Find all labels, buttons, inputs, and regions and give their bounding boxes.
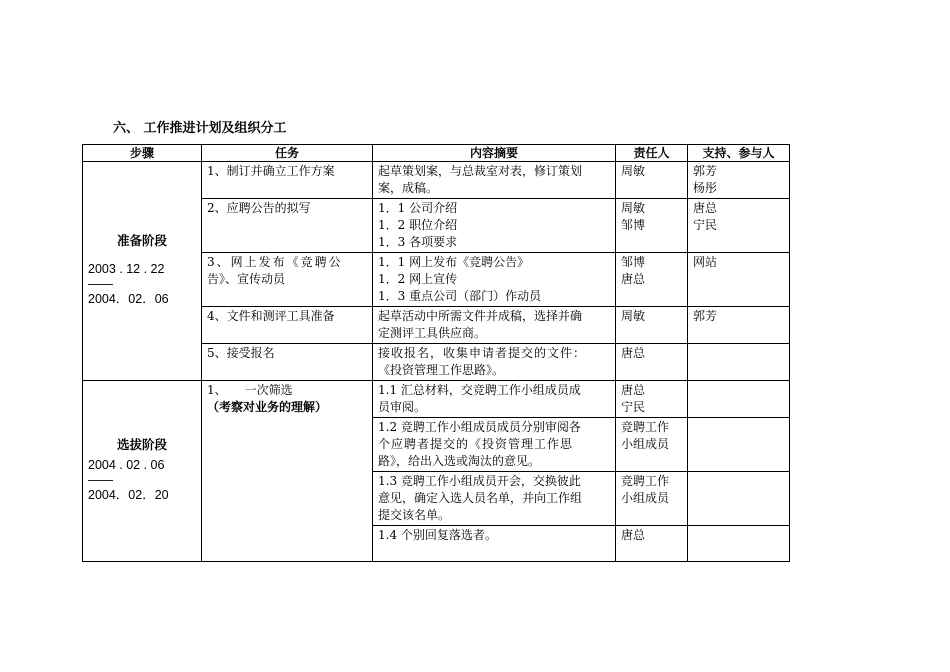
support-cell: 唐总 宁民 (688, 199, 790, 253)
col-header-summary: 内容摘要 (373, 145, 616, 162)
summary-cell: 起草策划案，与总裁室对表，修订策划 案，成稿。 (373, 162, 616, 199)
summary-cell: 起草活动中所需文件并成稿，选择并确 定测评工具供应商。 (373, 307, 616, 344)
owner-cell: 周敏 邹博 (616, 199, 688, 253)
owner-cell: 唐总 (616, 344, 688, 381)
stage-date-from: 2004 . 02 . 06 (88, 457, 165, 472)
support-cell (688, 526, 790, 562)
owner-cell: 竞聘工作 小组成员 (616, 472, 688, 526)
summary-cell: 1.4 个别回复落选者。 (373, 526, 616, 562)
stage-date-sep: —— (88, 472, 113, 487)
stage-date-sep: —— (88, 276, 113, 291)
stage-cell-prep (83, 162, 202, 381)
task-cell: 3、网上发布《竞聘公 告》、宣传动员 (202, 253, 373, 307)
col-header-support: 支持、参与人 (688, 145, 790, 162)
owner-cell: 竞聘工作 小组成员 (616, 418, 688, 472)
support-cell: 郭芳 (688, 307, 790, 344)
stage-date-to: 2004．02．06 (88, 291, 169, 306)
summary-cell: 1．1 公司介绍 1．2 职位介绍 1．3 各项要求 (373, 199, 616, 253)
header-row (83, 145, 790, 162)
support-cell (688, 418, 790, 472)
summary-cell: 1.2 竞聘工作小组成员成员分别审阅各 个应聘者提交的《投资管理工作思 路》，给出入选或淘汰的意见。 (373, 418, 616, 472)
summary-cell: 接收报名，收集申请者提交的文件： 《投资管理工作思路》。 (373, 344, 616, 381)
summary-cell: 1.3 竞聘工作小组成员开会，交换彼此 意见，确定入选人员名单，并向工作组 提交该名单。 (373, 472, 616, 526)
task-cell: 5、接受报名 (202, 344, 373, 381)
stage-name: 准备阶段 (116, 233, 167, 248)
owner-cell: 唐总 宁民 (616, 381, 688, 418)
table-row (83, 162, 790, 199)
support-cell: 网站 (688, 253, 790, 307)
support-cell (688, 381, 790, 418)
work-plan-table (82, 144, 790, 562)
stage-date-to: 2004．02．20 (88, 487, 169, 502)
task-cell: 4、文件和测评工具准备 (202, 307, 373, 344)
table-row (83, 381, 790, 418)
support-cell: 郭芳 杨彤 (688, 162, 790, 199)
summary-cell: 1.1 汇总材料，交竞聘工作小组成员成 员审阅。 (373, 381, 616, 418)
owner-cell: 邹博 唐总 (616, 253, 688, 307)
col-header-step: 步骤 (83, 145, 202, 162)
task-cell: 2、应聘公告的拟写 (202, 199, 373, 253)
section-heading: 六、 工作推进计划及组织分工 (113, 121, 287, 136)
stage-date-from: 2003 . 12 . 22 (88, 261, 165, 276)
owner-cell: 周敏 (616, 162, 688, 199)
task-cell: 1、 一次筛选 （考察对业务的理解） (202, 381, 373, 562)
stage-name: 选拔阶段 (116, 437, 167, 452)
task-cell: 1、制订并确立工作方案 (202, 162, 373, 199)
col-header-owner: 责任人 (616, 145, 688, 162)
col-header-task: 任务 (202, 145, 373, 162)
stage-cell-selection (83, 381, 202, 562)
owner-cell: 唐总 (616, 526, 688, 562)
owner-cell: 周敏 (616, 307, 688, 344)
support-cell (688, 472, 790, 526)
summary-cell: 1．1 网上发布《竞聘公告》 1．2 网上宣传 1．3 重点公司（部门）作动员 (373, 253, 616, 307)
support-cell (688, 344, 790, 381)
